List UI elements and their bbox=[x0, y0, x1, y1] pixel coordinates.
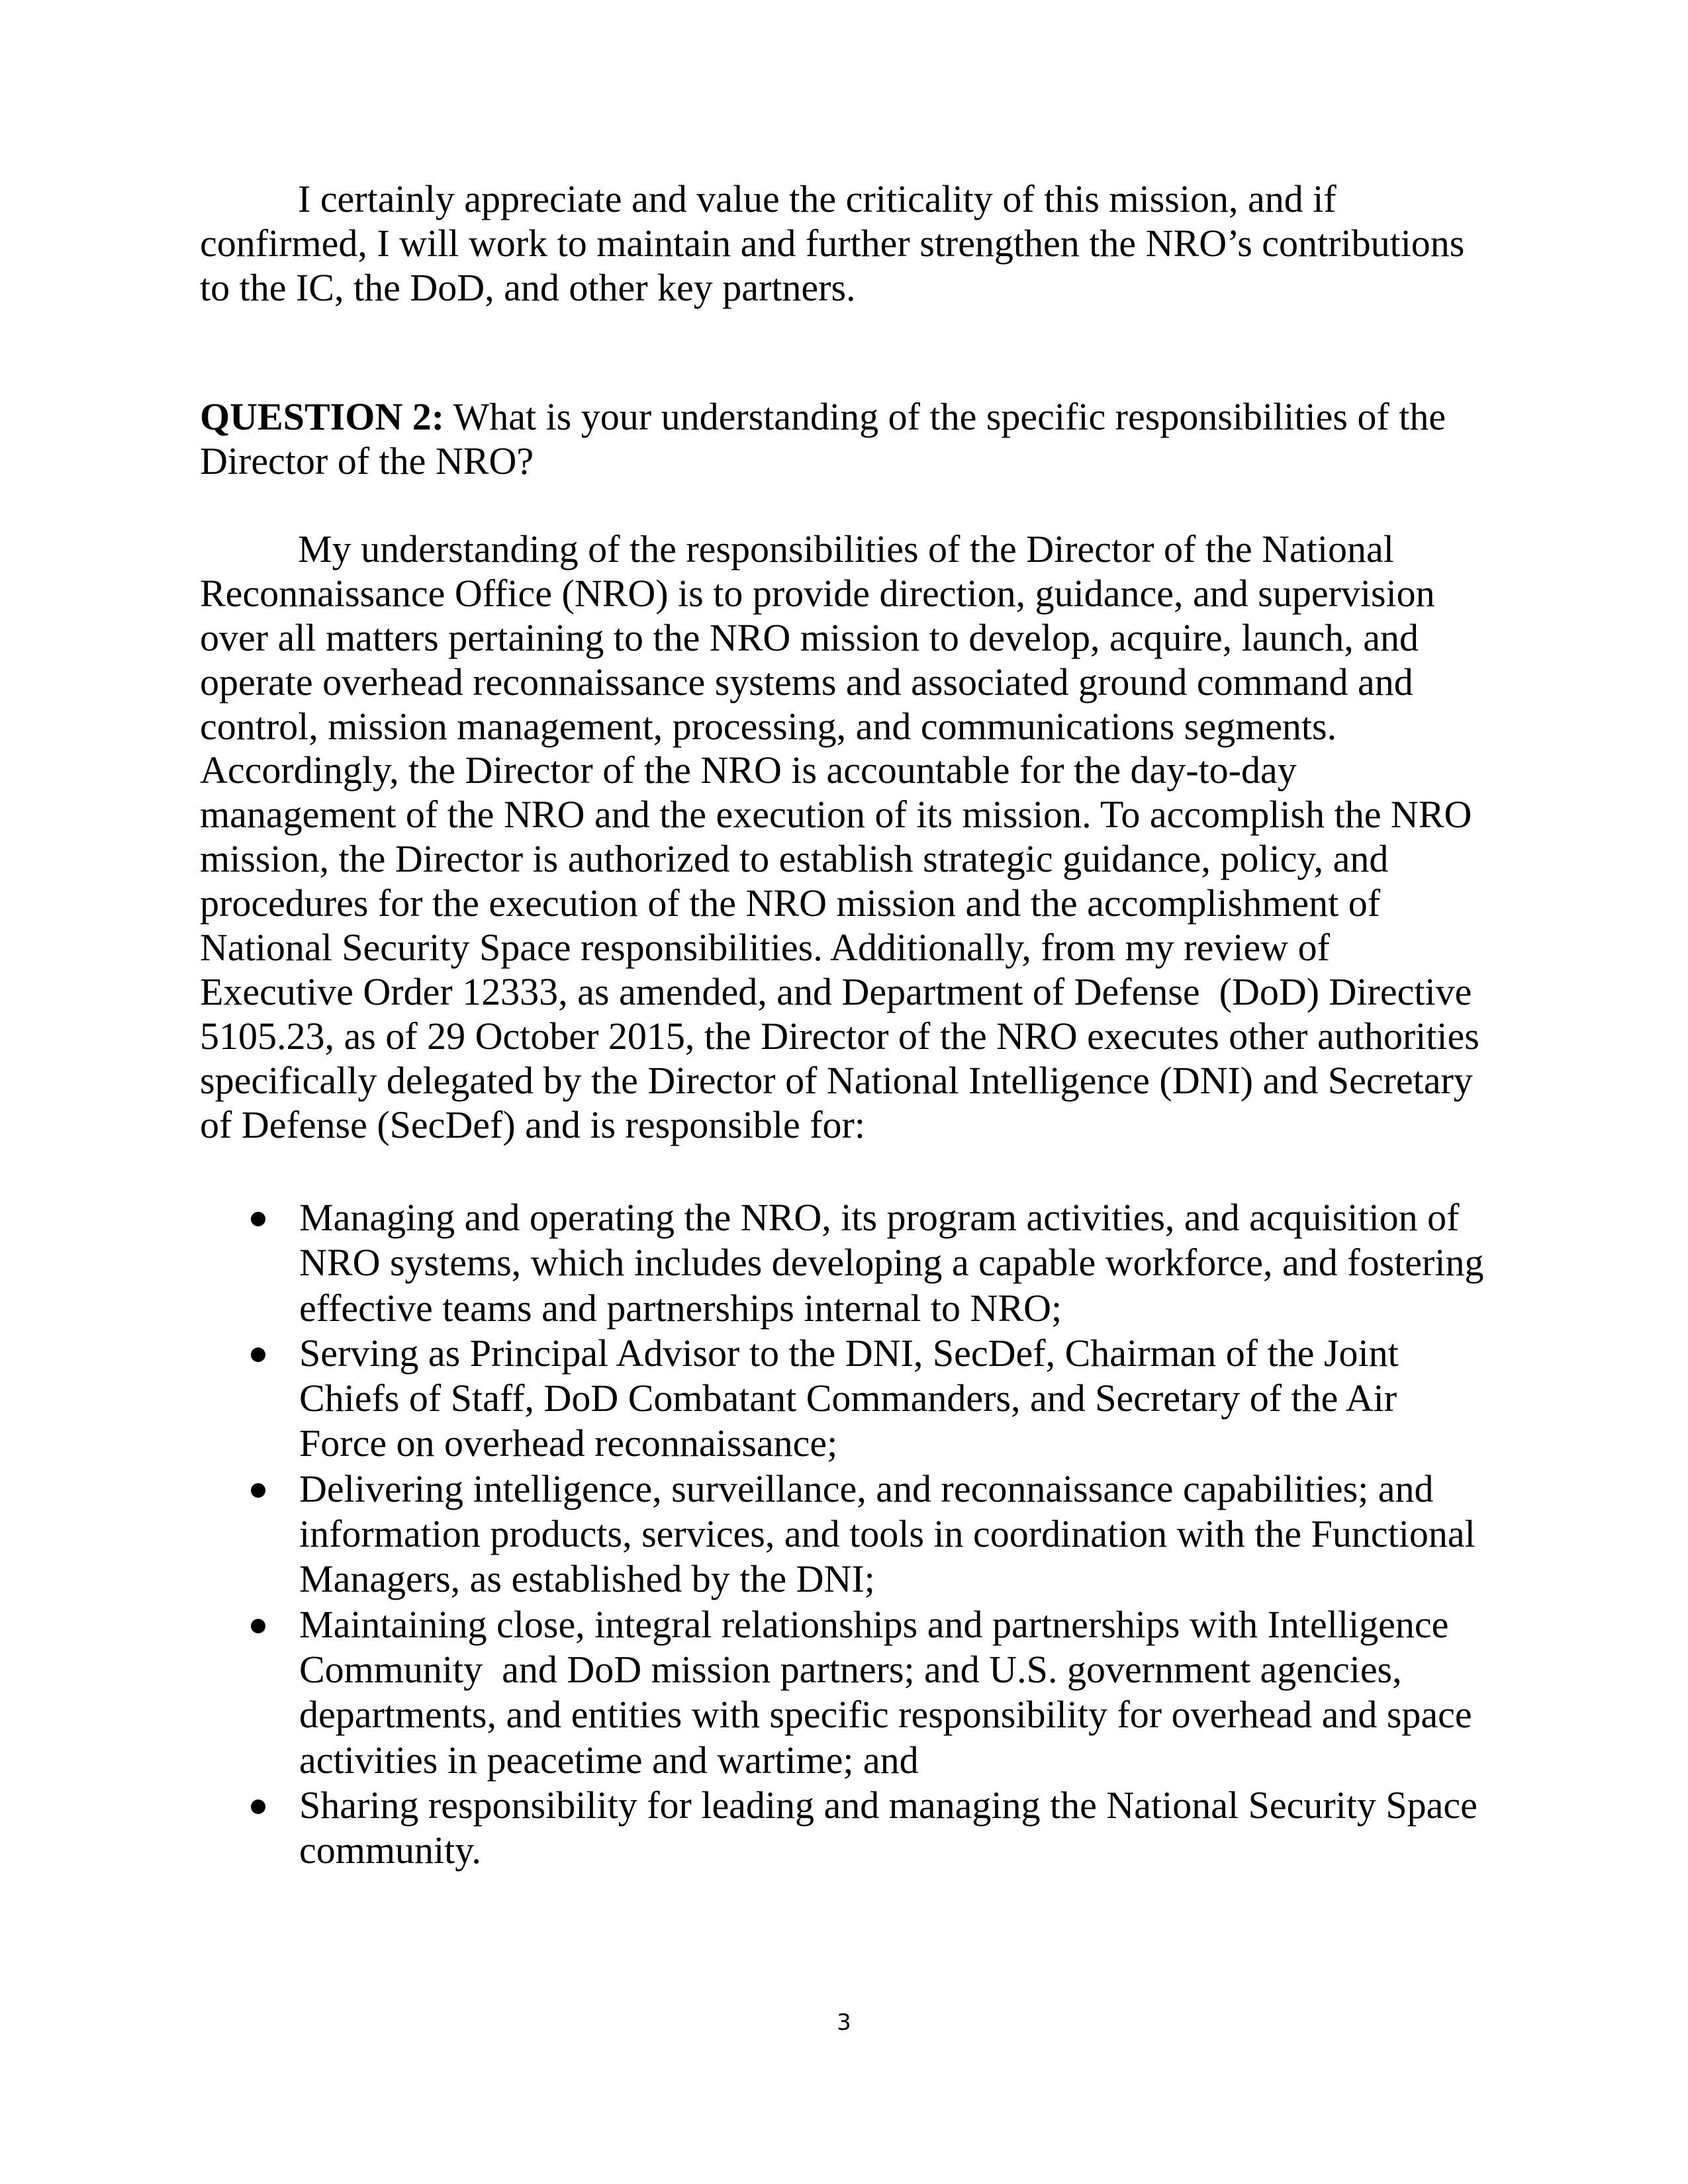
paragraph-line: mission, the Director is authorized to establish strategic guidance, policy, and bbox=[200, 837, 1389, 881]
list-item-maintaining bbox=[200, 1602, 1517, 1783]
question-line bbox=[200, 394, 1517, 439]
question-line: Director of the NRO? bbox=[200, 439, 534, 483]
page-number: 3 bbox=[837, 2009, 851, 2036]
paragraph-line: 5105.23, as of 29 October 2015, the Director of the NRO executes other authorities bbox=[200, 1014, 1479, 1058]
bullet-icon bbox=[251, 1619, 265, 1633]
paragraph-line: I certainly appreciate and value the criticality of this mission, and if bbox=[298, 177, 1336, 220]
paragraph-line: specifically delegated by the Director of National Intelligence (DNI) and Secretary bbox=[200, 1058, 1473, 1102]
paragraph-line: procedures for the execution of the NRO mission and the accomplishment of bbox=[200, 882, 1381, 925]
list-item-line: Serving as Principal Advisor to the DNI, SecDef, Chairman of the Joint bbox=[299, 1331, 1399, 1375]
list-item-line: information products, services, and tools in coordination with the Functional bbox=[299, 1512, 1476, 1556]
paragraph-line: to the IC, the DoD, and other key partners. bbox=[200, 266, 856, 310]
paragraph-line: control, mission management, processing, and communications segments. bbox=[200, 704, 1337, 748]
list-item-line: Managers, as established by the DNI; bbox=[299, 1557, 875, 1601]
list-item-line: Managing and operating the NRO, its program activities, and acquisition of bbox=[299, 1196, 1460, 1239]
list-item-sharing bbox=[200, 1783, 1517, 1874]
paragraph-line: Reconnaissance Office (NRO) is to provide direction, guidance, and supervision bbox=[200, 571, 1435, 615]
bullet-icon bbox=[251, 1347, 265, 1362]
list-item-line: activities in peacetime and wartime; and bbox=[299, 1738, 919, 1782]
question-2 bbox=[200, 394, 1517, 483]
list-item-line: effective teams and partnerships internal to NRO; bbox=[299, 1286, 1062, 1330]
paragraph-line: Accordingly, the Director of the NRO is accountable for the day-to-day bbox=[200, 749, 1297, 792]
list-item-advisor bbox=[200, 1331, 1517, 1467]
bullet-icon bbox=[251, 1483, 265, 1498]
list-item-line: departments, and entities with specific responsibility for overhead and space bbox=[299, 1693, 1472, 1737]
answer-paragraph bbox=[200, 527, 1517, 1147]
paragraph-line: management of the NRO and the execution of its mission. To accomplish the NRO bbox=[200, 793, 1472, 837]
paragraph-line: over all matters pertaining to the NRO mission to develop, acquire, launch, and bbox=[200, 615, 1419, 659]
list-item-line: Community and DoD mission partners; and U.S. government agencies, bbox=[299, 1647, 1402, 1691]
list-item-line: Sharing responsibility for leading and managing the National Security Space bbox=[299, 1783, 1477, 1827]
paragraph-line: Executive Order 12333, as amended, and Department of Defense (DoD) Directive bbox=[200, 970, 1472, 1013]
bullet-icon bbox=[251, 1799, 265, 1814]
paragraph-line: of Defense (SecDef) and is responsible for: bbox=[200, 1103, 865, 1146]
responsibilities-list bbox=[200, 1195, 1517, 1873]
paragraph-line: National Security Space responsibilities. Additionally, from my review of bbox=[200, 926, 1330, 970]
bullet-icon bbox=[251, 1212, 265, 1226]
list-item-line: community. bbox=[299, 1829, 481, 1872]
list-item-delivering bbox=[200, 1467, 1517, 1602]
list-item-line: Force on overhead reconnaissance; bbox=[299, 1422, 838, 1465]
list-item-line: Chiefs of Staff, DoD Combatant Commanders, and Secretary of the Air bbox=[299, 1377, 1397, 1420]
list-item-line: Delivering intelligence, surveillance, and reconnaissance capabilities; and bbox=[299, 1467, 1434, 1510]
question-label: QUESTION 2: bbox=[200, 395, 445, 438]
list-item-line: NRO systems, which includes developing a capable workforce, and fostering bbox=[299, 1241, 1484, 1285]
list-item-line: Maintaining close, integral relationships and partnerships with Intelligence bbox=[299, 1602, 1449, 1646]
list-item-managing bbox=[200, 1195, 1517, 1331]
paragraph-line: confirmed, I will work to maintain and further strengthen the NRO’s contributions bbox=[200, 222, 1465, 265]
question-text: What is your understanding of the specific responsibilities of the bbox=[444, 395, 1446, 438]
intro-paragraph bbox=[200, 177, 1517, 310]
paragraph-line: My understanding of the responsibilities of the Director of the National bbox=[298, 527, 1394, 570]
paragraph-line: operate overhead reconnaissance systems and associated ground command and bbox=[200, 660, 1413, 704]
